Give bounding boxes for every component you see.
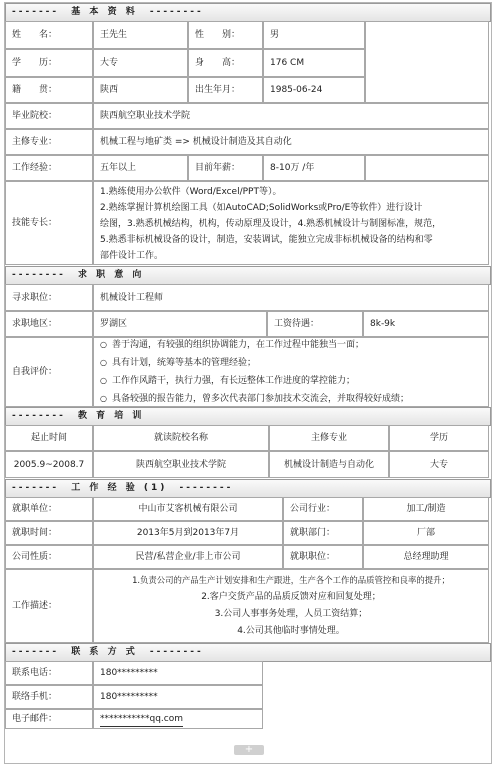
self-eval-item: ○ 工作作风踏干，执行力强，有长远整体工作进度的掌控能力； (100, 372, 482, 390)
edu-header-time: 起止时间 (5, 425, 93, 451)
edu-row-major: 机械设计制造与自动化 (269, 451, 389, 478)
phone-label: 联系电话： (5, 661, 93, 685)
desc-line: 3.公司人事事务处理，人员工资结算； (214, 609, 368, 619)
edu-header-school: 就读院校名称 (93, 425, 269, 451)
self-eval-item: ○ 具有计划，统筹等基本的管理经验； (100, 354, 482, 372)
mobile-value: 180********* (93, 685, 263, 709)
major-value: 机械工程与地矿类 => 机械设计制造及其自动化 (93, 129, 489, 155)
height-value: 176 CM (263, 49, 365, 77)
self-eval-item: ○ 具备较强的报告能力，曾多次代表部门参加技术交流会，并取得较好成绩； (100, 390, 482, 408)
desc-line: 2.客户交货产品的品质反馈对应和回复处理； (201, 592, 381, 602)
school-label: 毕业院校： (5, 103, 93, 129)
expand-handle[interactable] (234, 745, 264, 755)
edu-label: 学 历： (5, 49, 93, 77)
gender-label: 性 别： (188, 21, 263, 49)
job-value: 总经理助理 (363, 545, 489, 569)
birth-value: 1985-06-24 (263, 77, 365, 103)
edu-row-school: 陕西航空职业技术学院 (93, 451, 269, 478)
company-value: 中山市艾客机械有限公司 (93, 497, 283, 521)
nature-label: 公司性质： (5, 545, 93, 569)
email-link[interactable]: ***********qq.com (100, 712, 183, 727)
edu-row-time: 2005.9~2008.7 (5, 451, 93, 478)
salary-label: 目前年薪： (188, 155, 263, 181)
birth-label: 出生年月： (188, 77, 263, 103)
section-title: 求 职 意 向 (78, 270, 145, 280)
dept-label: 就职部门： (283, 521, 363, 545)
industry-label: 公司行业： (283, 497, 363, 521)
section-title: 基 本 资 料 (71, 7, 138, 17)
edu-header-major: 主修专业 (269, 425, 389, 451)
pay-label: 工资待遇： (267, 311, 363, 337)
origin-value: 陕西 (93, 77, 188, 103)
gender-value: 男 (263, 21, 365, 49)
time-value: 2013年5月到2013年7月 (93, 521, 283, 545)
desc-value (93, 569, 489, 643)
photo-cell (365, 21, 489, 103)
email-value (93, 709, 263, 729)
section-header-intent: -------- 求 职 意 向 (5, 266, 491, 285)
area-label: 求职地区： (5, 311, 93, 337)
industry-value: 加工/制造 (363, 497, 489, 521)
skills-line: 部件设计工作。 (100, 251, 164, 261)
height-label: 身 高： (188, 49, 263, 77)
skills-label: 技能专长： (5, 181, 93, 265)
section-title: 工 作 经 验 (1) (71, 483, 168, 493)
position-label: 寻求职位： (5, 284, 93, 311)
edu-value: 大专 (93, 49, 188, 77)
desc-label: 工作描述： (5, 569, 93, 643)
exp-label: 工作经验： (5, 155, 93, 181)
edu-row-degree: 大专 (389, 451, 489, 478)
skills-line: 5.熟悉非标机械设备的设计，制造，安装调试，能独立完成非标机械设备的结构和零 (100, 235, 433, 245)
pay-value: 8k-9k (363, 311, 489, 337)
skills-line: 1.熟练使用办公软件（Word/Excel/PPT等）。 (100, 187, 282, 197)
desc-line: 1.负责公司的产品生产计划安排和生产跟进，生产各个工作的品质管控和良率的提升； (132, 575, 450, 585)
dept-value: 厂部 (363, 521, 489, 545)
time-label: 就职时间： (5, 521, 93, 545)
company-label: 就职单位： (5, 497, 93, 521)
self-eval-item: ○ 善于沟通，有较强的组织协调能力，在工作过程中能独当一面； (100, 336, 482, 354)
exp-value: 五年以上 (93, 155, 188, 181)
section-header-basic: ------- 基 本 资 料 -------- (5, 3, 491, 22)
phone-value: 180********* (93, 661, 263, 685)
section-title: 联 系 方 式 (71, 647, 138, 657)
nature-value: 民营/私营企业/非上市公司 (93, 545, 283, 569)
origin-label: 籍 贯： (5, 77, 93, 103)
job-label: 就职职位： (283, 545, 363, 569)
skills-line: 绘图，3.熟悉机械结构，机构，传动原理及设计，4.熟悉机械设计与制图标准，规范， (100, 219, 442, 229)
school-value: 陕西航空职业技术学院 (93, 103, 489, 129)
section-header-contact: ------- 联 系 方 式 -------- (5, 643, 491, 662)
self-eval-label: 自我评价： (5, 337, 93, 407)
email-label: 电子邮件： (5, 709, 93, 729)
section-header-edu: -------- 教 育 培 训 (5, 407, 491, 426)
section-header-work: ------- 工 作 经 验 (1) -------- (5, 479, 491, 498)
name-value: 王先生 (93, 21, 188, 49)
name-label: 姓 名： (5, 21, 93, 49)
skills-value (93, 181, 489, 265)
self-eval-value (93, 337, 489, 407)
desc-line: 4.公司其他临时事情处理。 (237, 626, 345, 636)
mobile-label: 联络手机： (5, 685, 93, 709)
position-value: 机械设计工程师 (93, 284, 489, 311)
resume-document (5, 3, 492, 764)
area-value: 罗湖区 (93, 311, 267, 337)
major-label: 主修专业： (5, 129, 93, 155)
plus-icon: + (244, 744, 254, 755)
section-title: 教 育 培 训 (78, 411, 145, 421)
empty-cell (365, 155, 489, 181)
edu-header-degree: 学历 (389, 425, 489, 451)
salary-value: 8-10万 /年 (263, 155, 365, 181)
skills-line: 2.熟练掌握计算机绘图工具（如AutoCAD;SolidWorks或Pro/E等软件）进行设计 (100, 203, 423, 213)
